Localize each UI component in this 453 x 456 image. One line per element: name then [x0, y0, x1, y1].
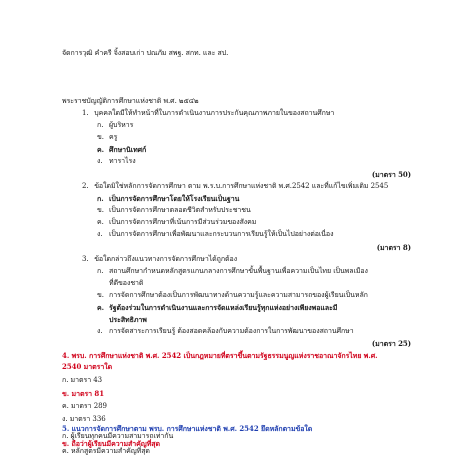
q5-option-a: ก. ผู้เรียนทุกคนมีความสามารถเท่ากัน	[62, 431, 174, 440]
q2-section-ref: (มาตรา 8)	[376, 243, 411, 252]
q1-option-c: ค. ศึกษานิเทศก์	[97, 145, 147, 154]
question-text: ข้อใดมิใช่หลักการจัดการศึกษา ตาม พ.ร.บ.การศึกษาแห่งชาติ พ.ศ.2542 และที่แก้ไขเพิ่มเติม 2545	[94, 182, 389, 190]
question-3: 3. ข้อใดกล่าวถึงแนวทางการจัดการศึกษาได้ถูกต้อง	[82, 255, 238, 263]
question-text: ข้อใดกล่าวถึงแนวทางการจัดการศึกษาได้ถูกต้อง	[94, 255, 238, 263]
q5-option-c: ค. หลักสูตรมีความสำคัญที่สุด	[62, 446, 150, 455]
q3-option-b: ข. การจัดการศึกษาต้องเป็นการพัฒนาทางด้านความรู้และความสามารถของผู้เรียนเป็นหลัก	[97, 291, 368, 299]
q4-option-c: ค. มาตรา 289	[62, 402, 107, 410]
question-1	[82, 109, 334, 118]
q2-option-a: ก. เป็นการจัดการศึกษาโดยให้โรงเรียนเป็นฐาน	[97, 194, 240, 203]
q3-option-d: ง. การจัดสาระการเรียนรู้ ต้องสอดคล้องกับความต้องการในการพัฒนาของสถานศึกษา	[97, 327, 354, 335]
question-4: 4. พรบ. การศึกษาแห่งชาติ พ.ศ. 2542 เป็นกฎหมายที่ตราขึ้นตามรัฐธรรมนูญแห่งราชอาณาจักรไทย พ.ศ.	[62, 351, 378, 360]
q3-option-a-cont: ที่ดีของชาติ	[109, 279, 144, 287]
question-2: 2. ข้อใดมิใช่หลักการจัดการศึกษา ตาม พ.ร.บ.การศึกษาแห่งชาติ พ.ศ.2542 และที่แก้ไขเพิ่มเติม 2545	[82, 182, 389, 190]
q2-option-c: ค. เป็นการจัดการศึกษาที่เน้นการมีส่วนร่วมของสังคม	[97, 218, 257, 226]
question-text: บุคคลใดมีให้ทำหน้าที่ในการดำเนินงานการประกันคุณภาพภายในของสถานศึกษา	[94, 109, 335, 117]
q3-option-c: ค. รัฐต้องร่วมในการดำเนินงานและการจัดแหล่งเรียนรู้ทุกแห่งอย่างเพียงพอและมี	[97, 303, 338, 312]
q3-section-ref: (มาตรา 25)	[371, 339, 411, 348]
q5-option-b: ข. ถือว่าผู้เรียนมีความสำคัญที่สุด	[62, 439, 161, 448]
q3-option-c-cont: ประสิทธิภาพ	[109, 315, 147, 324]
page-header: จัดการวุฒิ คำครี จิ้งสอบเก่า ปณภัม สพฐ. สกท. และ สป.	[62, 49, 229, 57]
question-number: 1.	[82, 109, 89, 117]
q1-option-d: ง. ทาราไรง	[97, 157, 136, 165]
q1-option-a: ก. ผู้บริหาร	[97, 121, 134, 129]
question-4-cont: 2540 มาตราใด	[62, 362, 113, 371]
q1-section-ref: (มาตรา 50)	[371, 170, 411, 179]
q2-option-b: ข. เป็นการจัดการศึกษาตลอดชีวิตสำหรับประชาชน	[97, 206, 251, 214]
q4-option-b: ข. มาตรา 81	[62, 389, 105, 398]
q2-option-d: ง. เป็นการจัดการศึกษาเพื่อพัฒนาและกระบวนการเรียนรู้ให้เป็นไปอย่างต่อเนื่อง	[97, 230, 334, 238]
question-5: 5. แนวการจัดการศึกษาตาม พรบ. การศึกษาแห่งชาติ พ.ศ. 2542 ยึดหลักตามข้อใด	[62, 424, 313, 433]
document-title: พระราชบัญญัติการศึกษาแห่งชาติ พ.ศ. ๒๕๔๒	[62, 97, 199, 105]
q3-option-a: ก. สถานศึกษากำหนดหลักสูตรแกนกลางการศึกษาขั้นพื้นฐานเพื่อความเป็นไทย เป็นพลเมือง	[97, 267, 368, 275]
q4-option-d: ง. มาตรา 336	[62, 415, 106, 423]
q4-option-a: ก. มาตรา 43	[62, 376, 103, 384]
q1-option-b: ข. ครู	[97, 133, 118, 141]
